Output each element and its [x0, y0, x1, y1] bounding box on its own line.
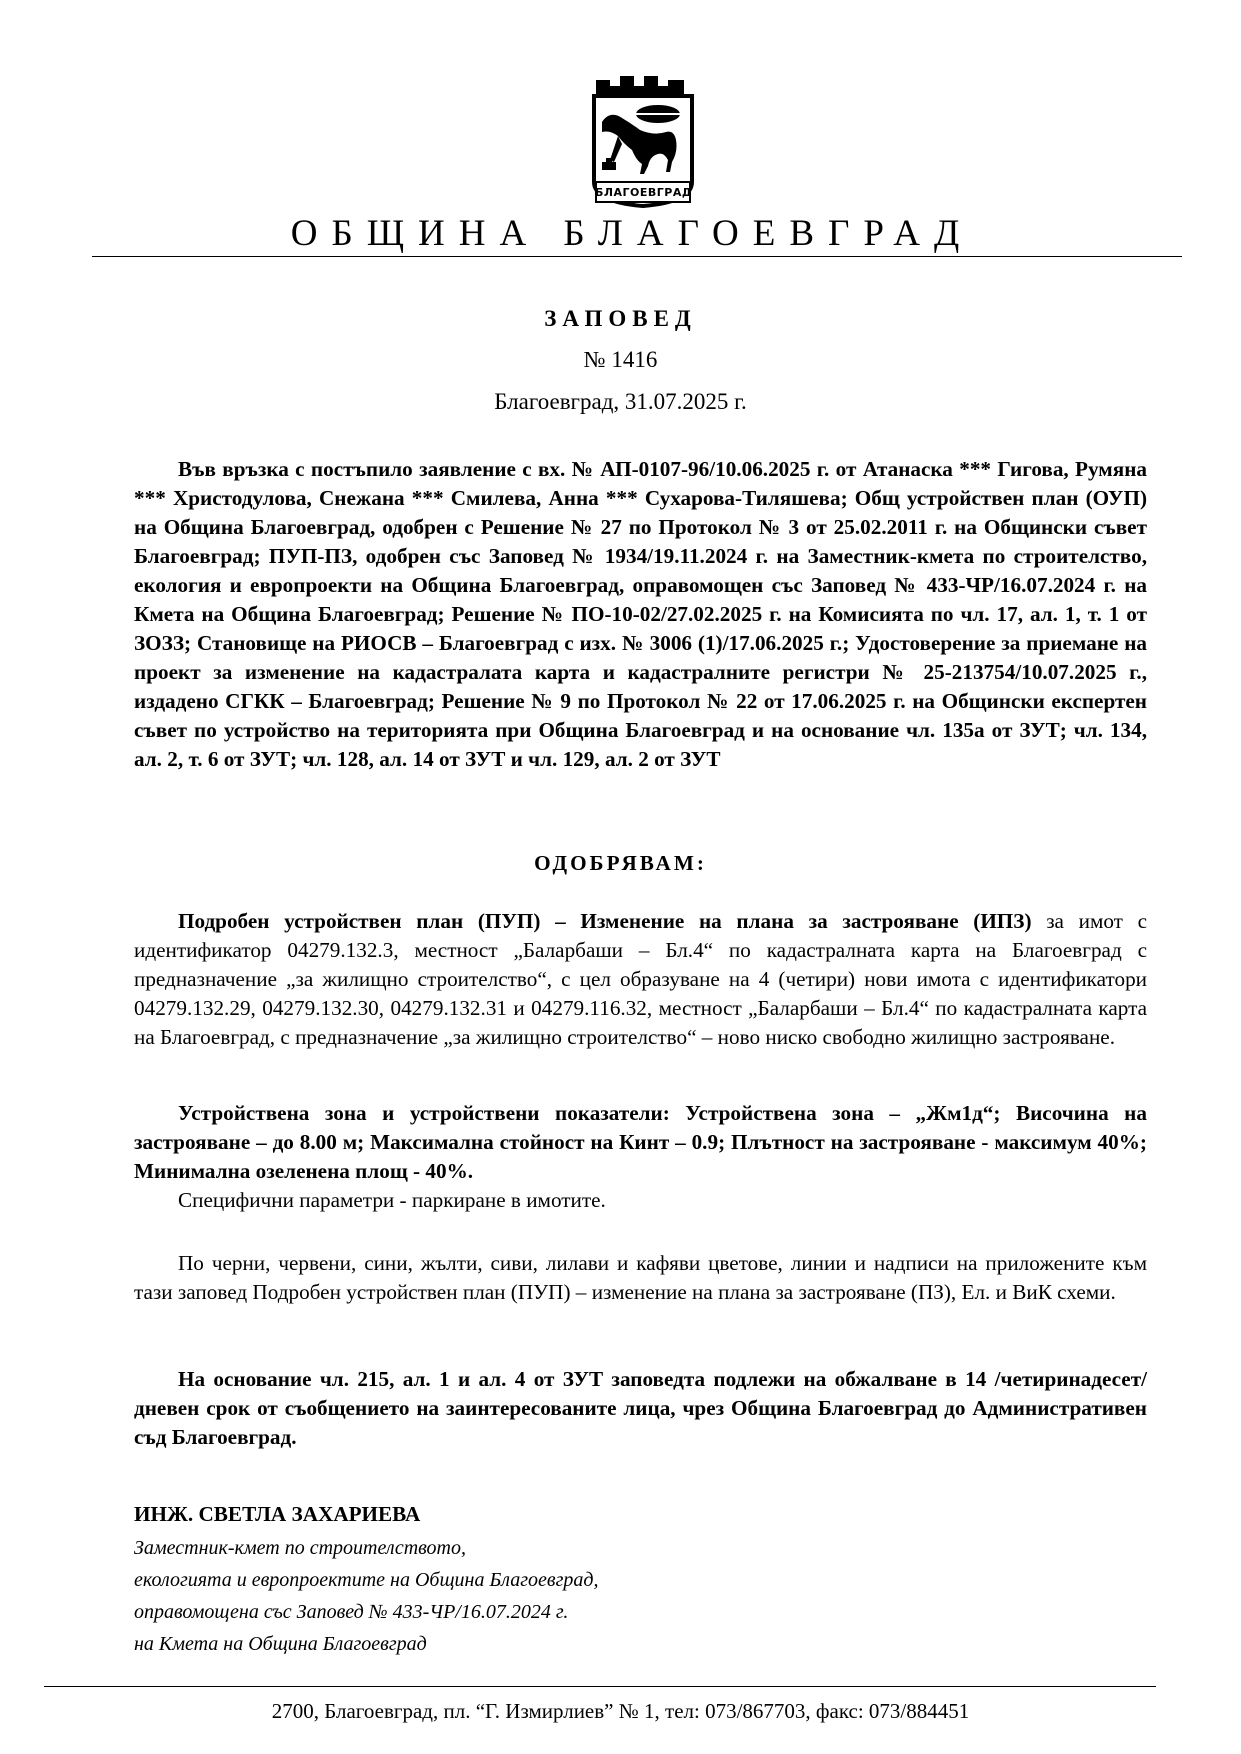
- intro-paragraph: Във връзка с постъпило заявление с вх. № АП-0107-96/10.06.2025 г. от Атанаска *** Гигова, Румяна *** Христодулова, Снежана *** Смилева, Анна *** Сухарова-Тиляшева; Общ устройствен план (ОУП) на Община Благоевград, одобрен с Решение № 27 по Протокол № 3 от 25.02.2011 г. на Общински съвет Благоевград; ПУП-ПЗ, одобрен със Заповед № 1934/19.11.2024 г. на Заместник-кмета по строителство, екология и европроекти на Община Благоевград, оправомощен със Заповед № 433-ЧР/16.07.2024 г. на Кмета на Община Благоевград; Решение № ПО-10-02/27.02.2025 г. на Комисията по чл. 17, ал. 1, т. 1 от ЗОЗЗ; Становище на РИОСВ – Благоевград с изх. № 3006 (1)/17.06.2025 г.; Удостоверение за приемане на проект за изменение на кадастралата карта и кадастралните регистри № 25-213754/10.07.2025 г., издадено СГКК – Благоевград; Решение № 9 по Протокол № 22 от 17.06.2025 г. на Общински експертен съвет по устройство на територията при Община Благоевград и на основание чл. 135а от ЗУТ; чл. 134, ал. 2, т. 6 от ЗУТ; чл. 128, ал. 14 от ЗУТ и чл. 129, ал. 2 от ЗУТ: [134, 457, 1147, 771]
- approve-heading: ОДОБРЯВАМ:: [534, 851, 707, 875]
- plan-description: за имот с идентификатор 04279.132.3, местност „Баларбаши – Бл.4“ по кадастралната карта на Благоевград с предназначение „за жилищно строителство“, с цел образуване на 4 (четири) нови имота с идентификатори 04279.132.29, 04279.132.30, 04279.132.31 и 04279.116.32, местност „Баларбаши – Бл.4“ по кадастралната карта на Благоевград, с предназначение „за жилищно строителство“ – ново ниско свободно жилищно застрояване.: [134, 909, 1148, 1049]
- footer-divider: [44, 1686, 1156, 1687]
- crest-label: БЛАГОЕВГРАД: [595, 186, 693, 199]
- document-place-date: Благоевград, 31.07.2025 г.: [494, 389, 747, 414]
- colors-paragraph: По черни, червени, сини, жълти, сиви, лилави и кафяви цветове, линии и надписи на приложените към тази заповед Подробен устройствен план (ПУП) – изменение на плана за застрояване (ПЗ), Ел. и ВиК схеми.: [134, 1251, 1147, 1304]
- footer-address: 2700, Благоевград, пл. “Г. Измирлиев” № 1, тел: 073/867703, факс: 073/884451: [271, 1699, 970, 1723]
- organization-title: ОБЩИНА БЛАГОЕВГРАД: [290, 213, 974, 254]
- document-number: № 1416: [583, 347, 658, 372]
- signatory-name: ИНЖ. СВЕТЛА ЗАХАРИЕВА: [134, 1502, 421, 1526]
- specific-parameters: Специфични параметри - паркиране в имотите.: [178, 1188, 606, 1212]
- plan-paragraph: [134, 907, 1147, 1052]
- appeal-paragraph: На основание чл. 215, ал. 1 и ал. 4 от ЗУТ заповедта подлежи на обжалване в 14 /четиринадесет/ дневен срок от съобщението на заинтересованите лица, чрез Община Благоевград до Административен съд Благоевград.: [134, 1367, 1147, 1449]
- signatory-title-line-4: на Кмета на Община Благоевград: [134, 1633, 427, 1655]
- zone-paragraph: Устройствена зона и устройствени показатели: Устройствена зона – „Жм1д“; Височина на застрояване – до 8.00 м; Максимална стойност на Кинт – 0.9; Плътност на застрояване - максимум 40%; Минимална озеленена площ - 40%.: [134, 1101, 1147, 1183]
- signatory-title-line-1: Заместник-кмет по строителството,: [134, 1537, 467, 1559]
- plan-title: Подробен устройствен план (ПУП) – Изменение на плана за застрояване (ИПЗ): [178, 909, 1032, 933]
- signatory-title-line-2: екологията и европроектите на Община Благоевград,: [134, 1569, 599, 1591]
- signatory-title-line-3: оправомощена със Заповед № 433-ЧР/16.07.2024 г.: [134, 1601, 569, 1623]
- header-divider: [92, 256, 1182, 257]
- document-type: ЗАПОВЕД: [544, 306, 697, 331]
